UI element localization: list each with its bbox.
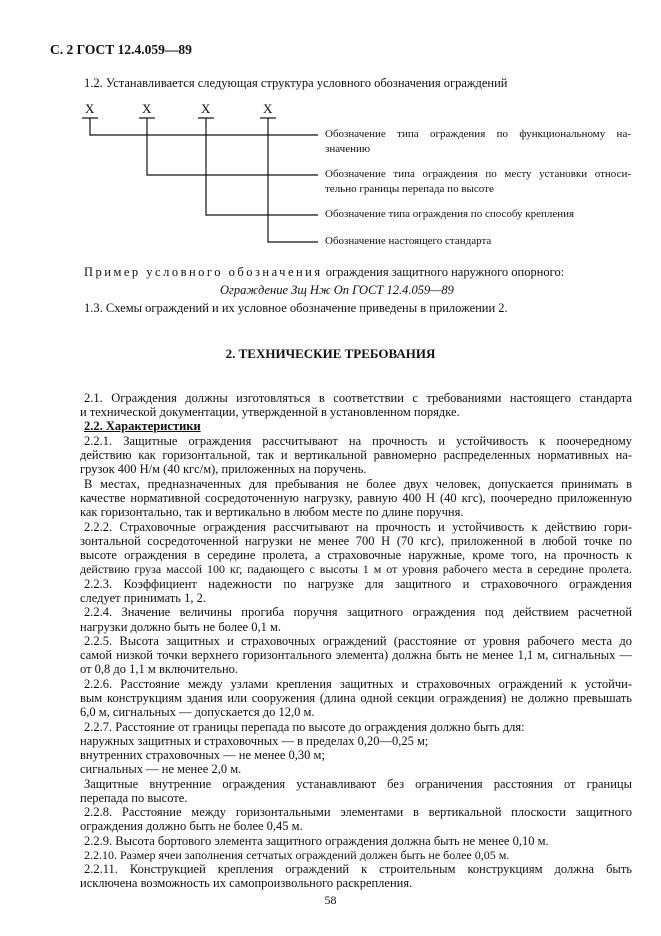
example-lead: Пример условного обозначения xyxy=(84,265,323,279)
example-rest: ограждения защитного наружного опорного: xyxy=(325,265,565,279)
text-line: самой низкой точки верхнего горизонтального элемента) должна быть не менее 1,1 м, сигнальных — xyxy=(80,648,632,662)
section-title: 2. ТЕХНИЧЕСКИЕ ТРЕБОВАНИЯ xyxy=(225,346,436,361)
text-line: наружных защитных и страховочных — в пределах 0,20—0,25 м; xyxy=(80,734,429,748)
text-line: сигнальных — не менее 2,0 м. xyxy=(80,762,242,776)
text-line: 2.2.3. Коэффициент надежности по нагрузке для защитного и страховочного ограждения xyxy=(84,577,632,591)
x-mark-2: X xyxy=(142,101,152,116)
example-designation: Ограждение Зщ Нж Оп ГОСТ 12.4.059—89 xyxy=(220,283,454,297)
x-mark-4: X xyxy=(263,101,273,116)
text-line: 2.1. Ограждения должны изготовляться в соответствии с требованиями настоящего стандарта xyxy=(84,391,632,405)
text-line: 2.2.6. Расстояние между узлами крепления защитных и страховочных ограждений к устойчи- xyxy=(84,677,632,691)
page-header: С. 2 ГОСТ 12.4.059—89 xyxy=(50,42,192,57)
text-line: внутренних страховочных — не менее 0,30 м; xyxy=(80,748,325,762)
text-line: следует принимать 1, 2. xyxy=(80,591,206,605)
text-line: действию как горизонтальной, так и вертикальной равномерно распределенных нормативных на- xyxy=(80,448,632,462)
text-line: действию груза массой 100 кг, падающего с высоты 1 м от уровня рабочего места в середине пролета. xyxy=(80,562,632,576)
text-line: 6,0 м, сигнальных — допускается до 12,0 м. xyxy=(80,705,315,719)
text-line: перепада по высоте. xyxy=(80,791,188,805)
text-line: зонтальной сосредоточенной нагрузки не менее 700 Н (70 кгс), приложенной в любой точке по xyxy=(80,534,632,548)
diagram-label-3: Обозначение типа ограждения по способу крепления xyxy=(325,208,575,220)
text-line: 2.2.5. Высота защитных и страховочных ограждений (расстояние от уровня рабочего места до xyxy=(84,634,632,648)
diagram-label-1b: значению xyxy=(325,143,371,155)
text-line: ограждения должно быть не более 0,45 м. xyxy=(80,819,303,833)
x-mark-3: X xyxy=(201,101,211,116)
text-line: исключена возможность их самопроизвольного раскрепления. xyxy=(80,876,413,890)
text-line: 2.2.1. Защитные ограждения рассчитывают на прочность и устойчивость к поочередному xyxy=(84,434,632,448)
paragraph-1-3: 1.3. Схемы ограждений и их условное обозначение приведены в приложении 2. xyxy=(84,301,508,315)
subsection-title: 2.2. Характеристики xyxy=(84,419,201,433)
diagram-label-1a: Обозначение типа ограждения по функциональному на- xyxy=(325,128,631,140)
text-line: нагрузки должно быть не более 0,1 м. xyxy=(80,620,282,634)
text-line: 2.2.8. Расстояние между горизонтальными элементами в вертикальной плоскости защитного xyxy=(84,805,632,819)
text-line: 2.2.2. Страховочные ограждения рассчитывают на прочность и устойчивость к действию гори- xyxy=(84,520,632,534)
text-line: 2.2.11. Конструкцией крепления ограждений к строительным конструкциям должна быть xyxy=(84,862,632,876)
text-line: Защитные внутренние ограждения устанавливают без ограничения расстояния от границы xyxy=(84,777,632,791)
text-line: высоте ограждения в середине пролета, а страховочные наружные, кроме того, на прочность к xyxy=(80,548,632,562)
text-line: 2.2.4. Значение величины прогиба поручня защитного ограждения под действием расчетной xyxy=(84,605,632,619)
x-mark-1: X xyxy=(85,101,95,116)
paragraph-1-2: 1.2. Устанавливается следующая структура условного обозначения ограждений xyxy=(84,76,508,90)
diagram-label-4: Обозначение настоящего стандарта xyxy=(325,235,492,247)
text-line: 2.2.9. Высота бортового элемента защитного ограждения должна быть не менее 0,10 м. xyxy=(84,834,549,848)
text-line: вым конструкциям здания или сооружения (длина одной секции ограждения) не должно превышать xyxy=(80,691,632,705)
text-line: и технической документации, утвержденной в установленном порядке. xyxy=(80,405,460,419)
text-line: грузок 400 Н/м (40 кгс/м), приложенных на поручень. xyxy=(80,462,367,476)
example-line xyxy=(84,265,564,279)
text-line: качестве нормативной сосредоточенную нагрузку, равную 400 Н (40 кгс), поочередно приложенную xyxy=(80,491,632,505)
text-line: В местах, предназначенных для пребывания не более двух человек, допускается принимать в xyxy=(84,477,632,491)
text-line: как горизонтально, так и вертикально в любом месте по длине поручня. xyxy=(80,505,464,519)
diagram-label-2b: тельно границы перепада по высоте xyxy=(325,183,494,195)
diagram-label-2a: Обозначение типа ограждения по месту установки относи- xyxy=(325,168,631,180)
text-line: от 0,8 до 1,1 м включительно. xyxy=(80,662,239,676)
page-number: 58 xyxy=(324,893,337,907)
text-line: 2.2.7. Расстояние от границы перепада по высоте до ограждения должно быть для: xyxy=(84,720,525,734)
text-line: 2.2.10. Размер ячеи заполнения сетчатых ограждений должен быть не более 0,05 м. xyxy=(84,848,510,862)
